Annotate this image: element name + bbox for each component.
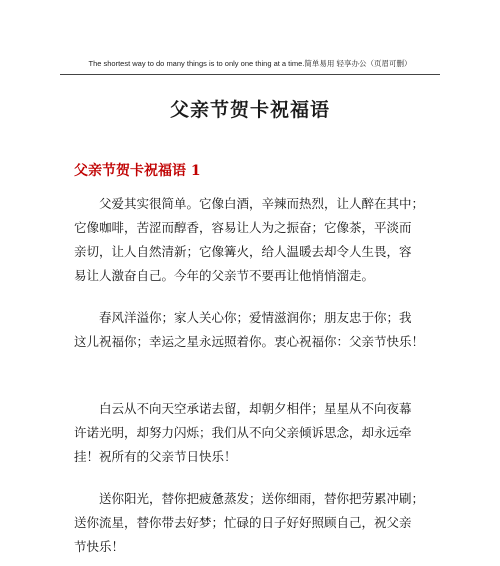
paragraph-4 (74, 487, 432, 559)
paragraph-line: 送你流星，替你带去好梦；忙碌的日子好好照顾自己，祝父亲 (74, 515, 412, 530)
paragraph-line: 节快乐！ (74, 539, 125, 554)
paragraph-line: 挂！祝所有的父亲节日快乐！ (74, 449, 237, 464)
paragraph-line: 白云从不向天空承诺去留，却朝夕相伴；星星从不向夜幕 (74, 401, 412, 416)
paragraph-3 (74, 397, 432, 469)
document-title: 父亲节贺卡祝福语 (169, 99, 330, 121)
paragraph-line: 它像咖啡，苦涩而醇香，容易让人为之振奋；它像茶，平淡而 (74, 220, 412, 235)
paragraph-line: 亲切，让人自然清新；它像篝火，给人温暖去却令人生畏，容 (74, 244, 412, 259)
paragraph-line: 春风洋溢你；家人关心你；爱情滋润你；朋友忠于你；我 (74, 310, 412, 325)
paragraph-line: 送你阳光，替你把疲惫蒸发；送你细雨，替你把劳累冲刷； (74, 491, 425, 506)
paragraph-1 (74, 192, 432, 288)
paragraph-line: 许诺光明，却努力闪烁；我们从不向父亲倾诉思念，却永远牵 (74, 425, 412, 440)
paragraph-line: 这儿祝福你；幸运之星永远照着你。衷心祝福你：父亲节快乐！ (74, 334, 425, 349)
paragraph-2 (74, 306, 432, 354)
paragraph-line: 父爱其实很简单。它像白酒，辛辣而热烈，让人醉在其中； (74, 196, 425, 211)
paragraph-line: 易让人激奋自己。今年的父亲节不要再让他悄悄溜走。 (74, 268, 375, 283)
header-divider (60, 74, 440, 75)
page-header-tagline: The shortest way to do many things is to only one thing at a time.简单易用 轻享办公（页眉可删） (88, 59, 412, 68)
section-heading: 父亲节贺卡祝福语 1 (74, 163, 201, 179)
